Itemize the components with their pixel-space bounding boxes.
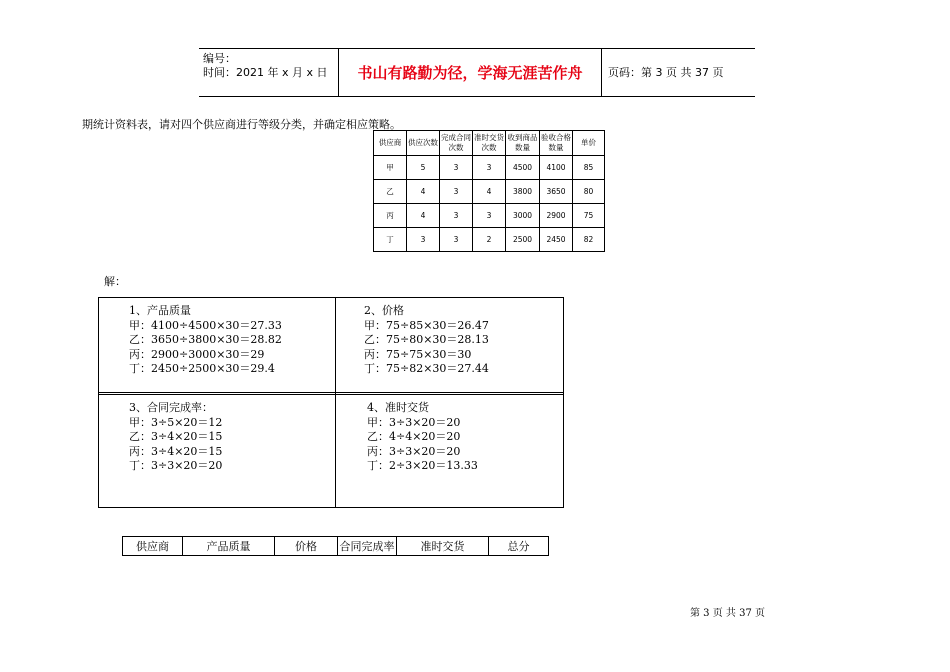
calc-line: 乙：3÷4×20＝15 [129, 430, 223, 443]
calc-line: 甲：3÷3×20＝20 [367, 415, 461, 429]
price-box [335, 297, 564, 395]
header-received-qty: 收到商品数量 [506, 131, 540, 156]
page-footer: 第 3 页 共 37 页 [690, 608, 765, 619]
header-page-cell [602, 49, 755, 96]
calc-line: 丙：3÷4×20＝15 [129, 444, 223, 458]
table-cell: 丁 [374, 228, 407, 252]
table-cell: 2900 [540, 204, 573, 228]
time-label: 时间：2021 年 x 月 x 日 [203, 66, 328, 79]
solution-label: 解： [104, 275, 126, 288]
calc-line: 丁：2÷3×20＝13.33 [367, 459, 478, 472]
calc-line: 丙：3÷3×20＝20 [367, 444, 461, 458]
score-table [122, 536, 549, 556]
delivery-content [367, 401, 478, 474]
contract-content [129, 401, 222, 474]
table-cell: 3 [473, 204, 506, 228]
score-header-supplier: 供应商 [123, 537, 183, 556]
table-cell: 3 [440, 204, 473, 228]
header-contract-count: 完成合同次数 [440, 131, 473, 156]
header-supply-count: 供应次数 [407, 131, 440, 156]
quality-title: 1、产品质量 [129, 304, 191, 317]
page-header [199, 48, 755, 97]
table-row [374, 180, 605, 204]
table-cell: 82 [573, 228, 605, 252]
question-text: 期统计资料表，请对四个供应商进行等级分类，并确定相应策略。 [82, 118, 401, 131]
score-header-price: 价格 [275, 537, 338, 556]
motto: 书山有路勤为径，学海无涯苦作舟 [357, 64, 583, 82]
table-cell: 3 [407, 228, 440, 252]
table-cell: 75 [573, 204, 605, 228]
table-cell: 4 [407, 180, 440, 204]
table-cell: 2 [473, 228, 506, 252]
calc-line: 丙：75÷75×30＝30 [364, 347, 472, 361]
contract-title: 3、合同完成率： [129, 401, 213, 414]
score-header-quality: 产品质量 [183, 537, 275, 556]
table-cell: 85 [573, 156, 605, 180]
table-row [374, 204, 605, 228]
table-cell: 3650 [540, 180, 573, 204]
header-ontime-count: 准时交货次数 [473, 131, 506, 156]
supplier-table [373, 130, 605, 252]
header-motto-cell [339, 49, 602, 96]
calc-line: 甲：3÷5×20＝12 [129, 415, 223, 429]
serial-label: 编号： [203, 52, 236, 65]
table-cell: 3 [440, 156, 473, 180]
page-label: 页码：第 3 页 共 37 页 [608, 65, 724, 79]
price-content [364, 304, 489, 377]
score-header-ontime-delivery: 准时交货 [397, 537, 489, 556]
table-cell: 3 [440, 180, 473, 204]
calc-line: 丙：2900÷3000×30＝29 [129, 347, 265, 361]
quality-content [129, 304, 282, 377]
calc-line: 甲：75÷85×30＝26.47 [364, 318, 489, 332]
table-cell: 甲 [374, 156, 407, 180]
calc-line: 丁：75÷82×30＝27.44 [364, 362, 489, 375]
table-cell: 4500 [506, 156, 540, 180]
table-cell: 3 [473, 156, 506, 180]
table-cell: 4100 [540, 156, 573, 180]
header-supplier: 供应商 [374, 131, 407, 156]
calc-line: 乙：3650÷3800×30＝28.82 [129, 333, 282, 346]
table-cell: 丙 [374, 204, 407, 228]
calc-line: 丁：2450÷2500×30＝29.4 [129, 362, 275, 375]
table-cell: 5 [407, 156, 440, 180]
table-cell: 2450 [540, 228, 573, 252]
quality-box [98, 297, 336, 395]
delivery-title: 4、准时交货 [367, 401, 429, 414]
table-cell: 3000 [506, 204, 540, 228]
header-accepted-qty: 验收合格数量 [540, 131, 573, 156]
delivery-box [335, 392, 564, 508]
supplier-table-header-row [374, 131, 605, 156]
calc-line: 丁：3÷3×20＝20 [129, 459, 223, 472]
table-cell: 3800 [506, 180, 540, 204]
header-meta [199, 49, 339, 96]
score-table-header-row [123, 537, 549, 556]
calc-line: 乙：75÷80×30＝28.13 [364, 333, 489, 346]
table-cell: 2500 [506, 228, 540, 252]
table-cell: 4 [407, 204, 440, 228]
table-cell: 4 [473, 180, 506, 204]
header-unit-price: 单价 [573, 131, 605, 156]
contract-box [98, 392, 336, 508]
table-cell: 80 [573, 180, 605, 204]
table-row [374, 156, 605, 180]
calc-line: 甲：4100÷4500×30＝27.33 [129, 318, 282, 332]
table-cell: 乙 [374, 180, 407, 204]
price-title: 2、价格 [364, 304, 404, 317]
table-cell: 3 [440, 228, 473, 252]
calc-line: 乙：4÷4×20＝20 [367, 430, 461, 443]
score-header-total: 总分 [489, 537, 549, 556]
table-row [374, 228, 605, 252]
score-header-contract-rate: 合同完成率 [338, 537, 397, 556]
